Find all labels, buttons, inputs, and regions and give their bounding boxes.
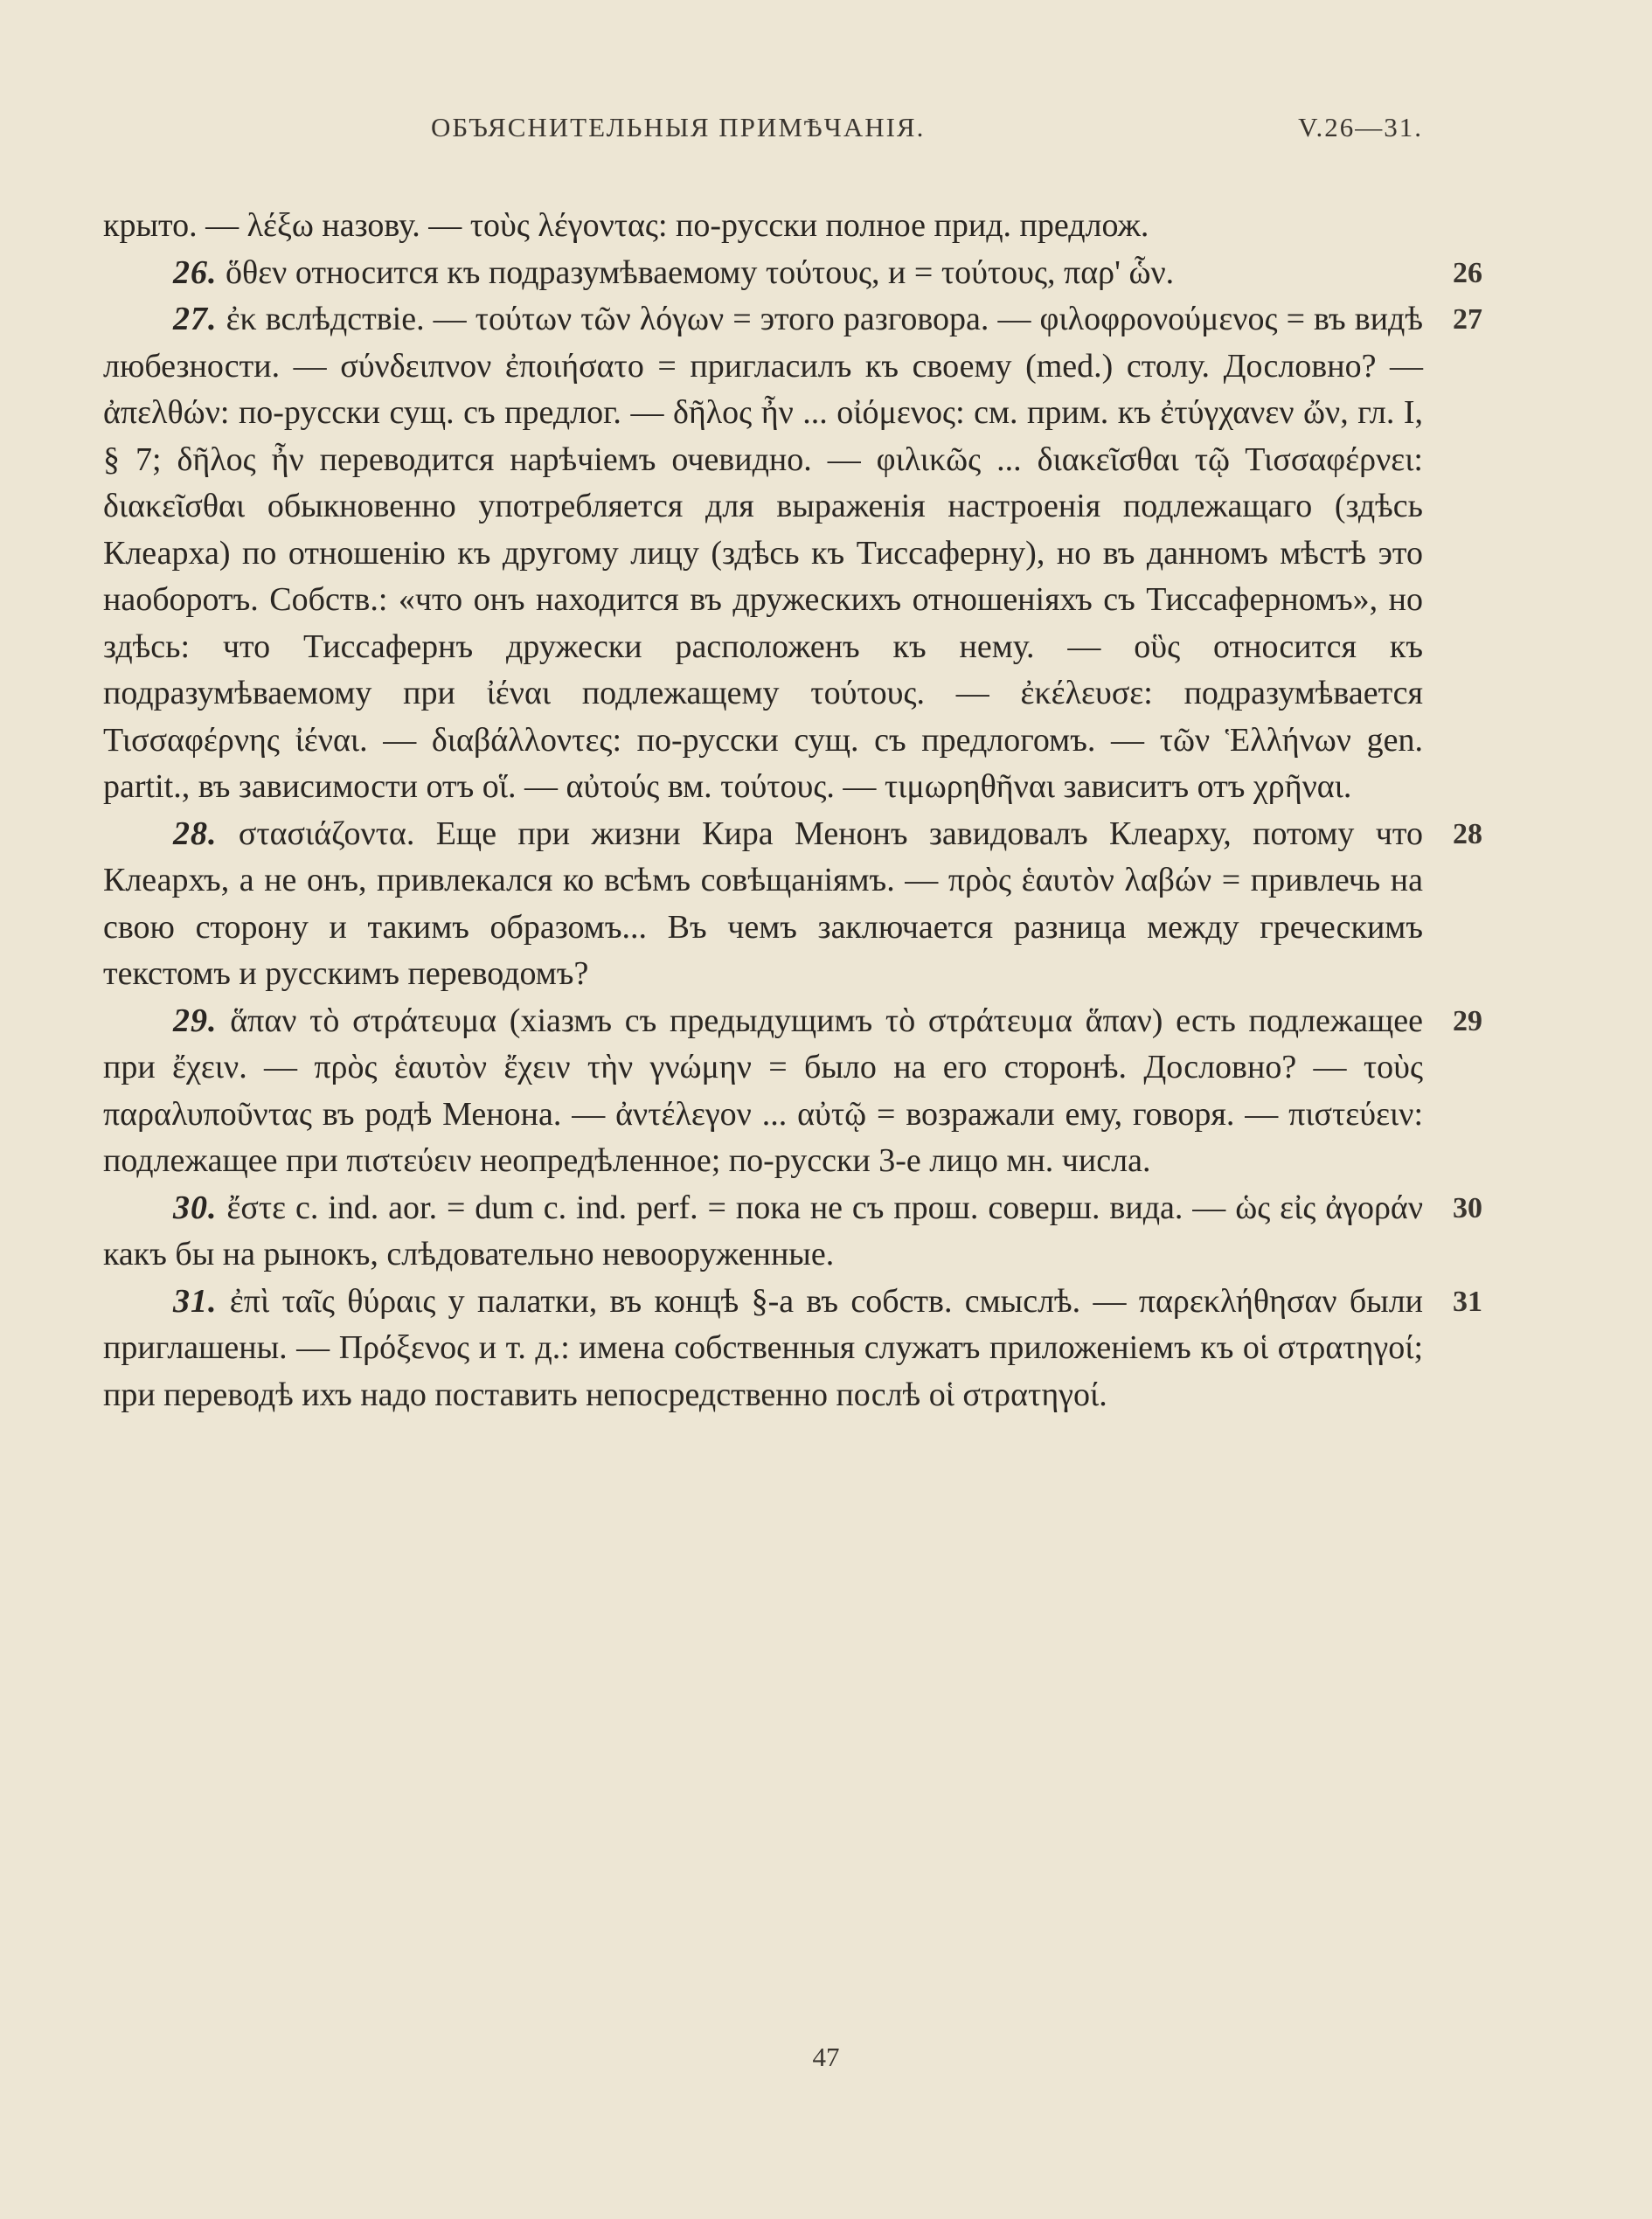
note-text: ἅπαν τὸ στράτευμα (хіазмъ съ предыдущимъ τὸ στράτευμα ἅπαν) есть подлежащее при ἔχειν. — πρὸς ἑαυτὸν ἔχειν τὴν γνώμην = было на его сторонѣ. Дословно? — τοὺς παραλυποῦντας въ родѣ Менона. — ἀντέλεγον ... αὐτῷ = возражали ему, говоря. — πιστεύειν: подлежащее при πιστεύειν неопредѣленное; по-русски 3-е лицо мн. числа. <box>103 1002 1424 1179</box>
note-number: 29. <box>173 1002 218 1039</box>
running-title: ОБЪЯСНИТЕЛЬНЫЯ ПРИМѢЧАНІЯ. <box>431 112 926 142</box>
note-paragraph <box>103 296 1482 811</box>
note-text: στασιάζοντα. Еще при жизни Кира Менонъ завидовалъ Клеарху, потому что Клеархъ, а не онъ, привлекался ко всѣмъ совѣщаніямъ. — πρὸς ἑαυτὸν λαβών = привлечь на свою сторону и такимъ образомъ... Въ чемъ заключается разница между греческимъ текстомъ и русскимъ переводомъ? <box>103 815 1423 992</box>
note-paragraph <box>103 250 1482 297</box>
note-paragraph <box>103 811 1482 998</box>
note-text: крыто. — λέξω назову. — τοὺς λέγοντας: по-русски полное прид. предлож. <box>103 207 1149 244</box>
note-number: 30. <box>173 1189 218 1226</box>
note-number: 31. <box>173 1282 218 1320</box>
margin-section-number: 30 <box>1453 1191 1482 1224</box>
margin-section-number: 29 <box>1453 1004 1482 1037</box>
note-paragraph <box>103 1185 1482 1279</box>
margin-section-number: 31 <box>1453 1285 1482 1318</box>
note-text: ἐπὶ ταῖς θύραις у палатки, въ концѣ §-а въ собств. смыслѣ. — παρεκλήθησαν были приглашены. — Πρόξενος и т. д.: имена собственныя служатъ приложеніемъ къ οἱ στρατηγοί; при переводѣ ихъ надо поставить непосредственно послѣ οἱ στρατηγοί. <box>103 1282 1424 1413</box>
notes-body <box>103 203 1482 1418</box>
note-number: 28. <box>173 815 218 852</box>
note-number: 26. <box>173 253 218 291</box>
note-paragraph <box>103 1279 1482 1419</box>
margin-section-number: 27 <box>1453 303 1482 336</box>
note-paragraph <box>103 203 1423 250</box>
margin-section-number: 28 <box>1453 817 1482 850</box>
margin-section-number: 26 <box>1453 256 1482 289</box>
page-number: 47 <box>812 2042 840 2072</box>
note-paragraph <box>103 998 1482 1185</box>
note-number: 27. <box>173 301 218 337</box>
note-text: ἐκ вслѣдствіе. — τούτων τῶν λόγων = этого разговора. — φιλοφρονούμενος = въ видѣ любезности. — σύνδειπνον ἐποιήσατο = пригласилъ къ своему (med.) столу. Дословно? — ἀπελθών: по-русски сущ. съ предлог. — δῆλος ἦν ... οἰόμενος: см. прим. къ ἐτύγχανεν ὤν, гл. I, § 7; δῆλος ἦν переводится нарѣчіемъ очевидно. — φιλικῶς ... διακεῖσθαι τῷ Τισσαφέρνει: διακεῖσθαι обыкновенно употребляется для выраженія настроенія подлежащаго (здѣсь Клеарха) по отношенію къ другому лицу (здѣсь къ Тиссаферну), но въ данномъ мѣстѣ это наоборотъ. Собств.: «что онъ находится въ дружескихъ отношеніяхъ съ Тиссаферномъ», но здѣсь: что Тиссафернъ дружески расположенъ къ нему. — οὓς относится къ подразумѣваемому при ἰέναι подлежащему τούτους. — ἐκέλευσε: подразумѣвается Τισσαφέρνης ἰέναι. — διαβάλλοντες: по-русски сущ. съ предлогомъ. — τῶν Ἑλλήνων gen. partit., въ зависимости отъ οἵ. — αὐτούς вм. τούτους. — τιμωρηθῆναι зависитъ отъ χρῆναι. <box>103 301 1424 805</box>
running-header <box>103 103 1423 156</box>
section-range: V.26—31. <box>1298 112 1423 142</box>
note-text: ἔστε c. ind. aor. = dum c. ind. perf. = пока не съ прош. соверш. вида. — ὡς εἰς ἀγοράν какъ бы на рынокъ, слѣдовательно невооруженные. <box>103 1189 1424 1272</box>
note-text: ὅθεν относится къ подразумѣваемому τούτους, и = τούτους, παρ' ὧν. <box>226 253 1175 291</box>
